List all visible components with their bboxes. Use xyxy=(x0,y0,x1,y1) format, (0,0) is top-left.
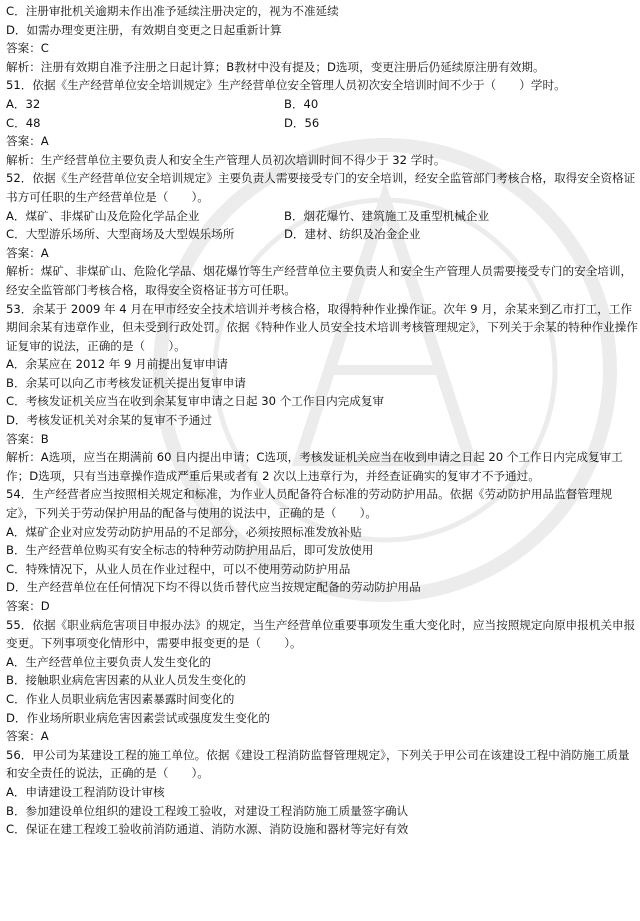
answer: 答案：A xyxy=(6,245,49,260)
question-52 xyxy=(6,169,640,299)
option-c: C．注册审批机关逾期未作出准予延续注册决定的，视为不准延续 xyxy=(6,4,339,18)
option-d: D．56 xyxy=(284,115,320,130)
option-b: B．接触职业病危害因素的从业人员发生变化的 xyxy=(6,673,246,688)
question-stem: 54．生产经营者应当按照相关规定和标准，为作业人员配备符合标准的劳动防护用品。依据《劳动防护用品监督管理规定》，下列关于劳动保护用品的配备与使用的说法中，正确的是（ ）。 xyxy=(6,487,613,521)
question-56 xyxy=(6,746,640,839)
answer: 答案：A xyxy=(6,134,49,149)
option-row xyxy=(6,95,640,114)
question-stem: 55．依据《职业病危害项目申报办法》的规定，当生产经营单位重要事项发生重大变化时，应当按照规定向原申报机关申报变更。下列事项变化情形中，需要申报变更的是（ ）。 xyxy=(6,617,636,651)
option-c: C．保证在建工程竣工验收前消防通道、消防水源、消防设施和器材等完好有效 xyxy=(6,822,409,837)
option-b: B．生产经营单位购买有安全标志的特种劳动防护用品后，即可发放使用 xyxy=(6,543,374,558)
option-d: D．作业场所职业病危害因素尝试或强度发生变化的 xyxy=(6,710,270,725)
answer: 答案：B xyxy=(6,431,49,446)
option-a: A．生产经营单位主要负责人发生变化的 xyxy=(6,654,212,669)
answer: 答案：A xyxy=(6,729,49,744)
option-a: A．32 xyxy=(6,96,41,111)
analysis: 解析：A选项，应当在期满前 60 日内提出申请；C选项，考核发证机关应当在收到申请之日起 20 个工作日内完成复审工作；D选项，只有当违章操作造成严重后果或者有 2 次以上违章行为，并经查证确实的复审才不予通过。 xyxy=(6,450,623,483)
option-row xyxy=(6,114,640,133)
analysis: 解析：生产经营单位主要负责人和安全生产管理人员初次培训时间不得少于 32 学时。 xyxy=(6,152,446,167)
question-stem: 52．依据《生产经营单位安全培训规定》主要负责人需要接受专门的安全培训，经安全监管部门考核合格，取得安全资格证书方可任职的生产经营单位是（ ）。 xyxy=(6,171,636,204)
option-c: C．大型游乐场所、大型商场及大型娱乐场所 xyxy=(6,227,235,242)
option-row xyxy=(6,207,640,226)
option-c: C．作业人员职业病危害因素暴露时间变化的 xyxy=(6,691,235,706)
option-b: B．40 xyxy=(284,96,319,111)
option-b: B．烟花爆竹、建筑施工及重型机械企业 xyxy=(284,208,490,223)
question-51 xyxy=(6,76,640,169)
option-a: A．申请建设工程消防设计审核 xyxy=(6,784,165,799)
option-c: C．特殊情况下，从业人员在作业过程中，可以不使用劳动防护用品 xyxy=(6,561,351,576)
option-a: A．煤矿企业对应发劳动防护用品的不足部分，必须按照标准发放补贴 xyxy=(6,524,362,539)
answer: 答案：D xyxy=(6,599,50,613)
option-c: C．考核发证机关应当在收到余某复审申请之日起 30 个工作日内完成复审 xyxy=(6,394,385,409)
option-b: B．余某可以向乙市考核发证机关提出复审申请 xyxy=(6,375,246,390)
option-b: B．参加建设单位组织的建设工程竣工验收，对建设工程消防施工质量签字确认 xyxy=(6,803,409,818)
question-50-tail xyxy=(6,2,640,76)
question-stem: 51．依据《生产经营单位安全培训规定》生产经营单位安全管理人员初次安全培训时间不少于（ ）学时。 xyxy=(6,78,566,93)
question-stem: 56．甲公司为某建设工程的施工单位。依据《建设工程消防监督管理规定》，下列关于甲公司在该建设工程中消防施工质量和安全责任的说法，正确的是（ ）。 xyxy=(6,747,630,781)
answer: 答案：C xyxy=(6,41,49,56)
question-53 xyxy=(6,300,640,486)
option-row xyxy=(6,225,640,244)
option-a: A．余某应在 2012 年 9 月前提出复审申请 xyxy=(6,357,228,372)
option-d: D．建材、纺织及冶金企业 xyxy=(284,227,421,242)
question-55 xyxy=(6,616,640,746)
analysis: 解析：注册有效期自准予注册之日起计算；B教材中没有提及；D选项，变更注册后仍延续原注册有效期。 xyxy=(6,59,545,74)
option-a: A．煤矿、非煤矿山及危险化学品企业 xyxy=(6,208,200,223)
option-c: C．48 xyxy=(6,115,41,130)
question-54 xyxy=(6,485,640,615)
option-d: D．如需办理变更注册，有效期自变更之日起重新计算 xyxy=(6,22,282,37)
option-d: D．考核发证机关对余某的复审不予通过 xyxy=(6,413,213,428)
analysis: 解析：煤矿、非煤矿山、危险化学品、烟花爆竹等生产经营单位主要负责人和安全生产管理人员需要接受专门的安全培训，经安全监管部门考核合格，取得安全资格证书方可任职。 xyxy=(6,264,633,297)
question-stem: 53．余某于 2009 年 4 月在甲市经安全技术培训并考核合格，取得特种作业操作证。次年 9 月，余某来到乙市打工，工作期间余某有违章作业，但未受到行政处罚。依据《特种作业人员安全技术培训考核管理规定》，下列关于余某的特种作业操作证复审的说法，正确的是（ ）。 xyxy=(6,301,638,353)
option-d: D．生产经营单位在任何情况下均不得以货币替代应当按规定配备的劳动防护用品 xyxy=(6,580,421,595)
